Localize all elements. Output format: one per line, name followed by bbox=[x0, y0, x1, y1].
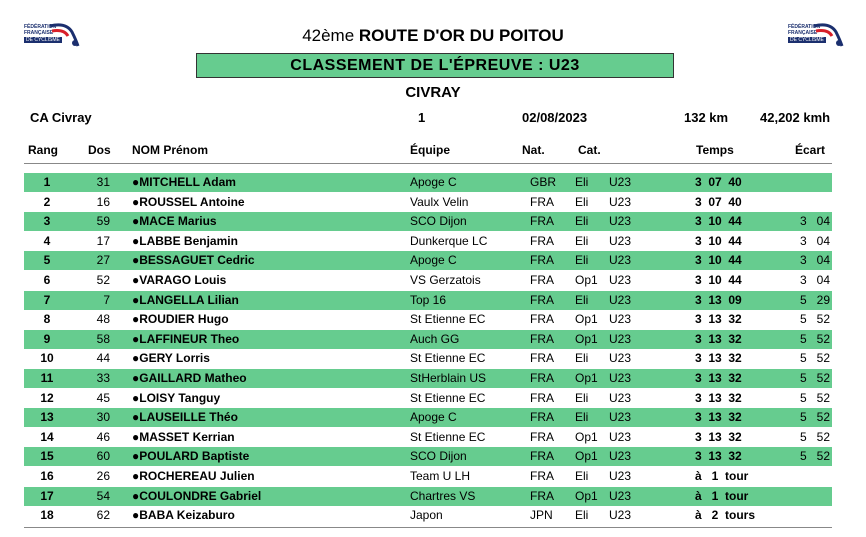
team-cell: Vaulx Velin bbox=[410, 194, 469, 209]
category-cell: Eli bbox=[575, 351, 589, 366]
logo-text-line2: FRANÇAISE bbox=[788, 30, 818, 36]
team-cell: St Etienne EC bbox=[410, 429, 486, 444]
age-category-cell: U23 bbox=[609, 429, 632, 444]
category-cell: Op1 bbox=[575, 488, 598, 503]
table-row bbox=[24, 271, 832, 290]
gap-cell: 3 04 bbox=[800, 253, 831, 268]
race-distance: 132 km bbox=[684, 110, 729, 125]
category-cell: Eli bbox=[575, 410, 589, 425]
organizer-club: CA Civray bbox=[30, 110, 92, 125]
header-nat: Nat. bbox=[522, 143, 545, 157]
header-ecart: Écart bbox=[795, 143, 826, 157]
rider-name-cell: ●GAILLARD Matheo bbox=[132, 371, 247, 385]
rider-name-cell: ●GERY Lorris bbox=[132, 351, 210, 366]
category-cell: Eli bbox=[575, 214, 589, 229]
event-title bbox=[0, 26, 866, 46]
average-speed: 42,202 kmh bbox=[760, 110, 831, 125]
team-cell: SCO Dijon bbox=[410, 449, 467, 464]
bib-cell: 44 bbox=[96, 351, 110, 366]
age-category-cell: U23 bbox=[609, 214, 632, 229]
bib-cell: 45 bbox=[96, 390, 110, 405]
age-category-cell: U23 bbox=[609, 488, 632, 503]
rank-cell: 7 bbox=[43, 292, 51, 307]
category-cell: Eli bbox=[575, 469, 589, 483]
bib-cell: 26 bbox=[96, 469, 110, 483]
header-dos: Dos bbox=[88, 143, 111, 157]
bib-cell: 60 bbox=[96, 449, 110, 464]
gap-cell: 5 52 bbox=[800, 390, 831, 405]
rider-name-cell: ●ROCHEREAU Julien bbox=[132, 469, 255, 483]
team-cell: StHerblain US bbox=[410, 371, 487, 385]
team-cell: Japon bbox=[410, 508, 443, 523]
logo-text-line3: DE CYCLISME bbox=[790, 37, 824, 43]
rider-name-cell: ●LAUSEILLE Théo bbox=[132, 410, 238, 425]
stage-number: 1 bbox=[418, 110, 426, 125]
age-category-cell: U23 bbox=[609, 371, 632, 385]
gap-cell: 5 52 bbox=[800, 331, 831, 346]
nationality-cell: FRA bbox=[530, 292, 554, 307]
category-cell: Eli bbox=[575, 233, 589, 248]
time-cell: 3 13 32 bbox=[695, 429, 742, 444]
age-category-cell: U23 bbox=[609, 194, 632, 209]
bib-cell: 46 bbox=[96, 429, 110, 444]
time-cell: 3 10 44 bbox=[695, 214, 742, 229]
team-cell: Chartres VS bbox=[410, 488, 476, 503]
time-cell: 3 13 32 bbox=[695, 331, 742, 346]
table-row bbox=[24, 369, 832, 388]
bib-cell: 58 bbox=[96, 331, 110, 346]
category-cell: Eli bbox=[575, 508, 589, 523]
rank-cell: 13 bbox=[40, 410, 54, 425]
time-cell: à 1 tour bbox=[695, 469, 749, 483]
age-category-cell: U23 bbox=[609, 331, 632, 346]
gap-cell: 5 52 bbox=[800, 449, 831, 464]
nationality-cell: FRA bbox=[530, 410, 554, 425]
table-bottom-divider bbox=[24, 527, 832, 528]
rank-cell: 6 bbox=[43, 273, 51, 287]
nationality-cell: FRA bbox=[530, 390, 554, 405]
classification-banner: CLASSEMENT DE L'ÉPREUVE : U23 bbox=[196, 53, 674, 78]
table-row bbox=[24, 291, 832, 310]
time-cell: 3 10 44 bbox=[695, 233, 742, 248]
age-category-cell: U23 bbox=[609, 233, 632, 248]
header-temps: Temps bbox=[696, 143, 734, 157]
rank-cell: 2 bbox=[43, 194, 51, 209]
team-cell: Top 16 bbox=[410, 292, 447, 307]
age-category-cell: U23 bbox=[609, 292, 632, 307]
bib-cell: 54 bbox=[96, 488, 110, 503]
rider-name-cell: ●VARAGO Louis bbox=[132, 273, 227, 287]
rider-name-cell: ●LABBE Benjamin bbox=[132, 233, 238, 248]
team-cell: SCO Dijon bbox=[410, 214, 467, 229]
time-cell: 3 13 32 bbox=[695, 351, 742, 366]
team-cell: Team U LH bbox=[410, 469, 471, 483]
gap-cell: 3 04 bbox=[800, 233, 831, 248]
bib-cell: 62 bbox=[96, 508, 110, 523]
nationality-cell: FRA bbox=[530, 253, 554, 268]
nationality-cell: FRA bbox=[530, 331, 554, 346]
team-cell: Apoge C bbox=[410, 410, 457, 425]
category-cell: Eli bbox=[575, 292, 589, 307]
rider-name-cell: ●COULONDRE Gabriel bbox=[132, 488, 262, 503]
rank-cell: 3 bbox=[43, 214, 51, 229]
nationality-cell: FRA bbox=[530, 351, 554, 366]
rider-name-cell: ●ROUSSEL Antoine bbox=[132, 194, 245, 209]
bib-cell: 59 bbox=[96, 214, 110, 229]
nationality-cell: FRA bbox=[530, 469, 554, 483]
gap-cell: 5 52 bbox=[800, 429, 831, 444]
age-category-cell: U23 bbox=[609, 273, 632, 287]
time-cell: à 1 tour bbox=[695, 488, 749, 503]
nationality-cell: GBR bbox=[530, 175, 557, 189]
table-row bbox=[24, 408, 832, 427]
rank-cell: 9 bbox=[43, 331, 51, 346]
category-cell: Op1 bbox=[575, 312, 598, 327]
rider-name-cell: ●POULARD Baptiste bbox=[132, 449, 250, 464]
gap-cell: 5 52 bbox=[800, 410, 831, 425]
rank-cell: 17 bbox=[40, 488, 54, 503]
event-edition: 42ème bbox=[302, 26, 355, 45]
age-category-cell: U23 bbox=[609, 253, 632, 268]
table-row bbox=[24, 232, 832, 251]
nationality-cell: JPN bbox=[530, 508, 553, 523]
nationality-cell: FRA bbox=[530, 312, 554, 327]
rank-cell: 14 bbox=[40, 429, 54, 444]
event-name: ROUTE D'OR DU POITOU bbox=[358, 26, 564, 45]
gap-cell: 3 04 bbox=[800, 214, 831, 229]
bib-cell: 31 bbox=[96, 175, 110, 189]
category-cell: Eli bbox=[575, 253, 589, 268]
table-row bbox=[24, 428, 832, 447]
nationality-cell: FRA bbox=[530, 194, 554, 209]
rank-cell: 11 bbox=[40, 371, 54, 385]
age-category-cell: U23 bbox=[609, 410, 632, 425]
time-cell: 3 10 44 bbox=[695, 253, 742, 268]
logo-text-line1: FÉDÉRATION bbox=[24, 24, 57, 30]
time-cell: à 2 tours bbox=[695, 508, 756, 523]
table-row bbox=[24, 251, 832, 270]
logo-text-line3: DE CYCLISME bbox=[26, 37, 60, 43]
race-date: 02/08/2023 bbox=[522, 110, 588, 125]
gap-cell: 5 29 bbox=[800, 292, 831, 307]
table-row bbox=[24, 330, 832, 349]
table-row bbox=[24, 349, 832, 368]
rider-name-cell: ●ROUDIER Hugo bbox=[132, 312, 229, 327]
category-cell: Op1 bbox=[575, 273, 598, 287]
nationality-cell: FRA bbox=[530, 273, 554, 287]
category-cell: Eli bbox=[575, 194, 589, 209]
team-cell: Apoge C bbox=[410, 253, 457, 268]
age-category-cell: U23 bbox=[609, 508, 632, 523]
rider-name-cell: ●BABA Keizaburo bbox=[132, 508, 235, 523]
bib-cell: 7 bbox=[103, 292, 110, 307]
header-cat: Cat. bbox=[578, 143, 601, 157]
time-cell: 3 13 32 bbox=[695, 390, 742, 405]
header-nom: NOM Prénom bbox=[132, 143, 209, 157]
category-cell: Op1 bbox=[575, 331, 598, 346]
time-cell: 3 10 44 bbox=[695, 273, 742, 287]
age-category-cell: U23 bbox=[609, 449, 632, 464]
team-cell: Auch GG bbox=[410, 331, 460, 346]
time-cell: 3 13 32 bbox=[695, 449, 742, 464]
city-title: CIVRAY bbox=[405, 84, 461, 101]
table-row bbox=[24, 173, 832, 192]
team-cell: Apoge C bbox=[410, 175, 457, 189]
table-row bbox=[24, 310, 832, 329]
gap-cell: 3 04 bbox=[800, 273, 831, 287]
logo-text-line1: FÉDÉRATION bbox=[788, 24, 821, 30]
nationality-cell: FRA bbox=[530, 214, 554, 229]
rider-name-cell: ●MACE Marius bbox=[132, 214, 217, 229]
age-category-cell: U23 bbox=[609, 175, 632, 189]
nationality-cell: FRA bbox=[530, 449, 554, 464]
bib-cell: 48 bbox=[96, 312, 110, 327]
bib-cell: 30 bbox=[96, 410, 110, 425]
table-row bbox=[24, 506, 832, 525]
category-cell: Op1 bbox=[575, 449, 598, 464]
bib-cell: 16 bbox=[96, 194, 110, 209]
age-category-cell: U23 bbox=[609, 312, 632, 327]
gap-cell: 5 52 bbox=[800, 351, 831, 366]
bib-cell: 52 bbox=[96, 273, 110, 287]
age-category-cell: U23 bbox=[609, 390, 632, 405]
time-cell: 3 13 32 bbox=[695, 312, 742, 327]
category-cell: Eli bbox=[575, 175, 589, 189]
category-cell: Eli bbox=[575, 390, 589, 405]
rank-cell: 4 bbox=[43, 233, 51, 248]
time-cell: 3 13 09 bbox=[695, 292, 742, 307]
time-cell: 3 13 32 bbox=[695, 371, 742, 385]
age-category-cell: U23 bbox=[609, 469, 632, 483]
team-cell: VS Gerzatois bbox=[410, 273, 481, 287]
table-row bbox=[24, 389, 832, 408]
rider-name-cell: ●LANGELLA Lilian bbox=[132, 292, 239, 307]
header-divider bbox=[24, 163, 832, 164]
category-cell: Op1 bbox=[575, 371, 598, 385]
time-cell: 3 07 40 bbox=[695, 194, 742, 209]
header-rang: Rang bbox=[28, 143, 58, 157]
nationality-cell: FRA bbox=[530, 371, 554, 385]
rank-cell: 1 bbox=[43, 175, 51, 189]
rank-cell: 18 bbox=[40, 508, 54, 523]
table-row bbox=[24, 212, 832, 231]
rider-name-cell: ●BESSAGUET Cedric bbox=[132, 253, 255, 268]
nationality-cell: FRA bbox=[530, 429, 554, 444]
nationality-cell: FRA bbox=[530, 488, 554, 503]
gap-cell: 5 52 bbox=[800, 312, 831, 327]
team-cell: St Etienne EC bbox=[410, 312, 486, 327]
rank-cell: 5 bbox=[43, 253, 51, 268]
rider-name-cell: ●MASSET Kerrian bbox=[132, 429, 235, 444]
nationality-cell: FRA bbox=[530, 233, 554, 248]
team-cell: St Etienne EC bbox=[410, 351, 486, 366]
gap-cell: 5 52 bbox=[800, 371, 831, 385]
time-cell: 3 07 40 bbox=[695, 175, 742, 189]
header-equipe: Équipe bbox=[410, 143, 451, 157]
team-cell: Dunkerque LC bbox=[410, 233, 488, 248]
rank-cell: 15 bbox=[40, 449, 54, 464]
age-category-cell: U23 bbox=[609, 351, 632, 366]
rider-name-cell: ●LAFFINEUR Theo bbox=[132, 331, 240, 346]
category-cell: Op1 bbox=[575, 429, 598, 444]
time-cell: 3 13 32 bbox=[695, 410, 742, 425]
logo-text-line2: FRANÇAISE bbox=[24, 30, 54, 36]
table-row bbox=[24, 467, 832, 486]
rank-cell: 16 bbox=[40, 469, 54, 483]
rider-name-cell: ●LOISY Tanguy bbox=[132, 390, 221, 405]
rank-cell: 12 bbox=[40, 390, 54, 405]
table-row bbox=[24, 447, 832, 466]
bib-cell: 33 bbox=[96, 371, 110, 385]
table-row bbox=[24, 193, 832, 212]
rank-cell: 10 bbox=[40, 351, 54, 366]
bib-cell: 17 bbox=[96, 233, 110, 248]
rider-name-cell: ●MITCHELL Adam bbox=[132, 175, 236, 189]
team-cell: St Etienne EC bbox=[410, 390, 486, 405]
rank-cell: 8 bbox=[43, 312, 51, 327]
bib-cell: 27 bbox=[96, 253, 110, 268]
table-row bbox=[24, 487, 832, 506]
